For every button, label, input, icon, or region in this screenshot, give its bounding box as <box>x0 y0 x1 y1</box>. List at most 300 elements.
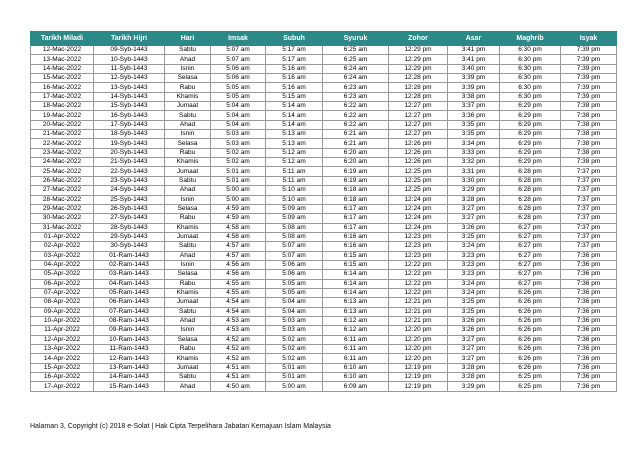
cell-subuh: 5:06 am <box>266 270 323 279</box>
cell-zohor: 12:22 pm <box>389 260 448 269</box>
cell-tarikh-hijri: 15-Ram-1443 <box>94 382 165 391</box>
cell-zohor: 12:24 pm <box>389 223 448 232</box>
cell-tarikh-hijri: 09-Ram-1443 <box>94 326 165 335</box>
cell-syuruk: 6:20 am <box>323 158 389 167</box>
table-row <box>31 64 617 73</box>
cell-asar: 3:38 pm <box>448 92 500 101</box>
page-footer: Halaman 3, Copyright (c) 2018 e-Solat | Hak Cipta Terpelihara Jabatan Kemajuan Islam Malaysia <box>30 423 331 430</box>
cell-subuh: 5:16 am <box>266 74 323 83</box>
table-row <box>31 345 617 354</box>
cell-asar: 3:40 pm <box>448 64 500 73</box>
cell-zohor: 12:27 pm <box>389 102 448 111</box>
cell-syuruk: 6:11 am <box>323 335 389 344</box>
table-row <box>31 148 617 157</box>
cell-hari: Rabu <box>165 83 211 92</box>
cell-maghrib: 6:30 pm <box>500 74 561 83</box>
cell-subuh: 5:09 am <box>266 214 323 223</box>
header-syuruk: Syuruk <box>323 32 389 46</box>
cell-tarikh-miladi: 19-Mac-2022 <box>31 111 94 120</box>
cell-hari: Rabu <box>165 345 211 354</box>
cell-asar: 3:35 pm <box>448 120 500 129</box>
prayer-times-sheet <box>30 31 616 392</box>
cell-subuh: 5:16 am <box>266 64 323 73</box>
table-row <box>31 176 617 185</box>
cell-hari: Jumaat <box>165 102 211 111</box>
cell-zohor: 12:23 pm <box>389 232 448 241</box>
cell-asar: 3:39 pm <box>448 83 500 92</box>
cell-zohor: 12:29 pm <box>389 55 448 64</box>
cell-tarikh-hijri: 30-Syb-1443 <box>94 242 165 251</box>
cell-tarikh-miladi: 27-Mac-2022 <box>31 186 94 195</box>
cell-isyak: 7:38 pm <box>561 130 617 139</box>
table-row <box>31 279 617 288</box>
cell-isyak: 7:38 pm <box>561 158 617 167</box>
cell-isyak: 7:38 pm <box>561 102 617 111</box>
cell-zohor: 12:22 pm <box>389 270 448 279</box>
cell-asar: 3:27 pm <box>448 345 500 354</box>
cell-syuruk: 6:20 am <box>323 148 389 157</box>
cell-tarikh-hijri: 10-Ram-1443 <box>94 335 165 344</box>
cell-maghrib: 6:29 pm <box>500 139 561 148</box>
header-isyak: Isyak <box>561 32 617 46</box>
cell-asar: 3:26 pm <box>448 223 500 232</box>
cell-hari: Selasa <box>165 204 211 213</box>
cell-syuruk: 6:12 am <box>323 316 389 325</box>
cell-isyak: 7:36 pm <box>561 345 617 354</box>
table-row <box>31 326 617 335</box>
cell-subuh: 5:02 am <box>266 335 323 344</box>
cell-hari: Ahad <box>165 186 211 195</box>
cell-syuruk: 6:19 am <box>323 176 389 185</box>
cell-tarikh-miladi: 09-Apr-2022 <box>31 307 94 316</box>
table-row <box>31 298 617 307</box>
cell-isyak: 7:37 pm <box>561 176 617 185</box>
cell-maghrib: 6:28 pm <box>500 204 561 213</box>
cell-zohor: 12:29 pm <box>389 64 448 73</box>
cell-subuh: 5:06 am <box>266 260 323 269</box>
prayer-times-table <box>30 31 617 392</box>
cell-imsak: 5:07 am <box>211 55 266 64</box>
cell-hari: Ahad <box>165 382 211 391</box>
cell-zohor: 12:21 pm <box>389 298 448 307</box>
table-row <box>31 92 617 101</box>
header-hari: Hari <box>165 32 211 46</box>
cell-isyak: 7:37 pm <box>561 223 617 232</box>
cell-asar: 3:29 pm <box>448 186 500 195</box>
cell-zohor: 12:20 pm <box>389 354 448 363</box>
header-tarikh-miladi: Tarikh Miladi <box>31 32 94 46</box>
cell-asar: 3:41 pm <box>448 55 500 64</box>
cell-syuruk: 6:13 am <box>323 298 389 307</box>
cell-tarikh-hijri: 08-Ram-1443 <box>94 316 165 325</box>
cell-hari: Jumaat <box>165 363 211 372</box>
cell-zohor: 12:23 pm <box>389 242 448 251</box>
table-row <box>31 83 617 92</box>
cell-hari: Isnin <box>165 195 211 204</box>
cell-zohor: 12:27 pm <box>389 130 448 139</box>
cell-tarikh-hijri: 02-Ram-1443 <box>94 260 165 269</box>
cell-tarikh-hijri: 29-Syb-1443 <box>94 232 165 241</box>
cell-maghrib: 6:29 pm <box>500 158 561 167</box>
cell-asar: 3:27 pm <box>448 354 500 363</box>
cell-asar: 3:25 pm <box>448 298 500 307</box>
table-row <box>31 55 617 64</box>
cell-maghrib: 6:26 pm <box>500 354 561 363</box>
cell-subuh: 5:00 am <box>266 382 323 391</box>
cell-subuh: 5:05 am <box>266 279 323 288</box>
cell-subuh: 5:10 am <box>266 186 323 195</box>
cell-syuruk: 6:12 am <box>323 326 389 335</box>
cell-tarikh-miladi: 16-Mac-2022 <box>31 83 94 92</box>
cell-zohor: 12:22 pm <box>389 279 448 288</box>
cell-imsak: 5:05 am <box>211 83 266 92</box>
cell-imsak: 5:04 am <box>211 102 266 111</box>
cell-isyak: 7:36 pm <box>561 270 617 279</box>
cell-imsak: 5:07 am <box>211 46 266 55</box>
cell-isyak: 7:39 pm <box>561 55 617 64</box>
cell-maghrib: 6:27 pm <box>500 242 561 251</box>
cell-imsak: 4:56 am <box>211 260 266 269</box>
cell-subuh: 5:13 am <box>266 130 323 139</box>
cell-zohor: 12:26 pm <box>389 158 448 167</box>
table-row <box>31 363 617 372</box>
cell-syuruk: 6:10 am <box>323 363 389 372</box>
cell-zohor: 12:24 pm <box>389 204 448 213</box>
cell-tarikh-miladi: 25-Mac-2022 <box>31 167 94 176</box>
cell-maghrib: 6:29 pm <box>500 130 561 139</box>
cell-hari: Selasa <box>165 335 211 344</box>
cell-imsak: 4:58 am <box>211 232 266 241</box>
cell-subuh: 5:07 am <box>266 251 323 260</box>
cell-imsak: 4:51 am <box>211 363 266 372</box>
cell-asar: 3:36 pm <box>448 111 500 120</box>
cell-zohor: 12:28 pm <box>389 74 448 83</box>
cell-tarikh-hijri: 11-Syb-1443 <box>94 64 165 73</box>
cell-asar: 3:28 pm <box>448 363 500 372</box>
cell-hari: Khamis <box>165 158 211 167</box>
cell-syuruk: 6:16 am <box>323 232 389 241</box>
cell-syuruk: 6:23 am <box>323 83 389 92</box>
table-row <box>31 46 617 55</box>
cell-syuruk: 6:21 am <box>323 139 389 148</box>
table-row <box>31 316 617 325</box>
table-row <box>31 186 617 195</box>
cell-maghrib: 6:27 pm <box>500 279 561 288</box>
cell-maghrib: 6:28 pm <box>500 195 561 204</box>
cell-tarikh-miladi: 31-Mac-2022 <box>31 223 94 232</box>
cell-subuh: 5:17 am <box>266 55 323 64</box>
cell-syuruk: 6:09 am <box>323 382 389 391</box>
cell-tarikh-miladi: 17-Apr-2022 <box>31 382 94 391</box>
cell-imsak: 5:04 am <box>211 120 266 129</box>
cell-isyak: 7:36 pm <box>561 363 617 372</box>
cell-subuh: 5:15 am <box>266 92 323 101</box>
cell-syuruk: 6:24 am <box>323 74 389 83</box>
table-row <box>31 223 617 232</box>
cell-asar: 3:29 pm <box>448 382 500 391</box>
cell-maghrib: 6:29 pm <box>500 120 561 129</box>
cell-tarikh-miladi: 13-Mac-2022 <box>31 55 94 64</box>
cell-subuh: 5:03 am <box>266 316 323 325</box>
cell-subuh: 5:11 am <box>266 176 323 185</box>
table-row <box>31 204 617 213</box>
cell-syuruk: 6:24 am <box>323 64 389 73</box>
cell-tarikh-hijri: 28-Syb-1443 <box>94 223 165 232</box>
cell-tarikh-miladi: 08-Apr-2022 <box>31 298 94 307</box>
cell-hari: Sabtu <box>165 373 211 382</box>
table-row <box>31 139 617 148</box>
cell-syuruk: 6:14 am <box>323 270 389 279</box>
cell-imsak: 5:06 am <box>211 64 266 73</box>
cell-tarikh-miladi: 29-Mac-2022 <box>31 204 94 213</box>
table-row <box>31 111 617 120</box>
cell-asar: 3:35 pm <box>448 130 500 139</box>
cell-zohor: 12:19 pm <box>389 373 448 382</box>
cell-subuh: 5:01 am <box>266 373 323 382</box>
cell-hari: Selasa <box>165 270 211 279</box>
cell-tarikh-hijri: 23-Syb-1443 <box>94 176 165 185</box>
cell-tarikh-miladi: 13-Apr-2022 <box>31 345 94 354</box>
cell-zohor: 12:23 pm <box>389 251 448 260</box>
cell-isyak: 7:39 pm <box>561 83 617 92</box>
header-tarikh-hijri: Tarikh Hijri <box>94 32 165 46</box>
cell-hari: Sabtu <box>165 46 211 55</box>
cell-asar: 3:25 pm <box>448 307 500 316</box>
cell-isyak: 7:37 pm <box>561 186 617 195</box>
cell-maghrib: 6:26 pm <box>500 288 561 297</box>
cell-tarikh-hijri: 21-Syb-1443 <box>94 158 165 167</box>
cell-isyak: 7:37 pm <box>561 232 617 241</box>
cell-maghrib: 6:28 pm <box>500 186 561 195</box>
table-row <box>31 232 617 241</box>
cell-imsak: 4:54 am <box>211 307 266 316</box>
table-row <box>31 251 617 260</box>
cell-tarikh-miladi: 23-Mac-2022 <box>31 148 94 157</box>
cell-syuruk: 6:10 am <box>323 373 389 382</box>
cell-tarikh-hijri: 18-Syb-1443 <box>94 130 165 139</box>
cell-maghrib: 6:27 pm <box>500 232 561 241</box>
cell-imsak: 4:57 am <box>211 251 266 260</box>
cell-asar: 3:23 pm <box>448 260 500 269</box>
cell-hari: Selasa <box>165 139 211 148</box>
cell-zohor: 12:19 pm <box>389 382 448 391</box>
table-row <box>31 130 617 139</box>
cell-tarikh-miladi: 18-Mac-2022 <box>31 102 94 111</box>
cell-asar: 3:37 pm <box>448 102 500 111</box>
cell-asar: 3:26 pm <box>448 326 500 335</box>
cell-tarikh-hijri: 03-Ram-1443 <box>94 270 165 279</box>
cell-isyak: 7:36 pm <box>561 251 617 260</box>
cell-hari: Sabtu <box>165 111 211 120</box>
cell-imsak: 4:52 am <box>211 335 266 344</box>
cell-hari: Isnin <box>165 260 211 269</box>
cell-zohor: 12:24 pm <box>389 214 448 223</box>
cell-tarikh-miladi: 14-Mac-2022 <box>31 64 94 73</box>
cell-imsak: 4:55 am <box>211 288 266 297</box>
cell-zohor: 12:25 pm <box>389 167 448 176</box>
cell-hari: Ahad <box>165 55 211 64</box>
cell-maghrib: 6:25 pm <box>500 382 561 391</box>
table-row <box>31 270 617 279</box>
table-header-row <box>31 32 617 46</box>
cell-asar: 3:23 pm <box>448 270 500 279</box>
cell-hari: Jumaat <box>165 167 211 176</box>
cell-isyak: 7:37 pm <box>561 204 617 213</box>
cell-tarikh-hijri: 26-Syb-1443 <box>94 204 165 213</box>
table-row <box>31 307 617 316</box>
cell-syuruk: 6:15 am <box>323 260 389 269</box>
cell-imsak: 5:03 am <box>211 130 266 139</box>
table-row <box>31 354 617 363</box>
cell-isyak: 7:38 pm <box>561 120 617 129</box>
cell-tarikh-miladi: 30-Mac-2022 <box>31 214 94 223</box>
cell-imsak: 5:01 am <box>211 167 266 176</box>
cell-asar: 3:24 pm <box>448 279 500 288</box>
cell-isyak: 7:36 pm <box>561 382 617 391</box>
cell-zohor: 12:22 pm <box>389 288 448 297</box>
cell-zohor: 12:21 pm <box>389 316 448 325</box>
cell-tarikh-miladi: 06-Apr-2022 <box>31 279 94 288</box>
cell-hari: Ahad <box>165 316 211 325</box>
cell-asar: 3:24 pm <box>448 288 500 297</box>
cell-hari: Rabu <box>165 148 211 157</box>
header-maghrib: Maghrib <box>500 32 561 46</box>
cell-isyak: 7:36 pm <box>561 316 617 325</box>
cell-subuh: 5:08 am <box>266 223 323 232</box>
cell-maghrib: 6:26 pm <box>500 345 561 354</box>
cell-subuh: 5:05 am <box>266 288 323 297</box>
cell-imsak: 5:03 am <box>211 139 266 148</box>
cell-zohor: 12:20 pm <box>389 335 448 344</box>
cell-maghrib: 6:30 pm <box>500 92 561 101</box>
cell-hari: Rabu <box>165 214 211 223</box>
table-row <box>31 242 617 251</box>
cell-imsak: 4:53 am <box>211 316 266 325</box>
cell-tarikh-miladi: 15-Mac-2022 <box>31 74 94 83</box>
cell-asar: 3:27 pm <box>448 335 500 344</box>
cell-maghrib: 6:26 pm <box>500 298 561 307</box>
table-row <box>31 260 617 269</box>
cell-tarikh-miladi: 11-Apr-2022 <box>31 326 94 335</box>
table-row <box>31 195 617 204</box>
cell-syuruk: 6:13 am <box>323 307 389 316</box>
cell-syuruk: 6:17 am <box>323 223 389 232</box>
cell-hari: Khamis <box>165 354 211 363</box>
cell-isyak: 7:36 pm <box>561 260 617 269</box>
cell-syuruk: 6:17 am <box>323 214 389 223</box>
table-row <box>31 335 617 344</box>
cell-asar: 3:26 pm <box>448 316 500 325</box>
cell-syuruk: 6:11 am <box>323 345 389 354</box>
cell-subuh: 5:12 am <box>266 158 323 167</box>
cell-tarikh-hijri: 12-Syb-1443 <box>94 74 165 83</box>
cell-isyak: 7:36 pm <box>561 307 617 316</box>
cell-imsak: 4:50 am <box>211 382 266 391</box>
cell-zohor: 12:26 pm <box>389 148 448 157</box>
cell-tarikh-hijri: 13-Ram-1443 <box>94 363 165 372</box>
cell-maghrib: 6:28 pm <box>500 176 561 185</box>
cell-zohor: 12:25 pm <box>389 186 448 195</box>
cell-hari: Sabtu <box>165 242 211 251</box>
cell-maghrib: 6:26 pm <box>500 307 561 316</box>
cell-subuh: 5:04 am <box>266 298 323 307</box>
cell-tarikh-miladi: 04-Apr-2022 <box>31 260 94 269</box>
cell-zohor: 12:24 pm <box>389 195 448 204</box>
cell-asar: 3:39 pm <box>448 74 500 83</box>
cell-tarikh-hijri: 11-Ram-1443 <box>94 345 165 354</box>
cell-tarikh-miladi: 20-Mac-2022 <box>31 120 94 129</box>
cell-imsak: 5:00 am <box>211 186 266 195</box>
cell-subuh: 5:04 am <box>266 307 323 316</box>
cell-subuh: 5:12 am <box>266 148 323 157</box>
cell-isyak: 7:37 pm <box>561 214 617 223</box>
table-row <box>31 74 617 83</box>
cell-imsak: 4:55 am <box>211 279 266 288</box>
cell-syuruk: 6:22 am <box>323 120 389 129</box>
cell-subuh: 5:14 am <box>266 111 323 120</box>
cell-zohor: 12:25 pm <box>389 176 448 185</box>
cell-asar: 3:28 pm <box>448 373 500 382</box>
cell-zohor: 12:20 pm <box>389 345 448 354</box>
cell-tarikh-miladi: 12-Mac-2022 <box>31 46 94 55</box>
cell-tarikh-hijri: 13-Syb-1443 <box>94 83 165 92</box>
cell-subuh: 5:14 am <box>266 120 323 129</box>
cell-zohor: 12:26 pm <box>389 139 448 148</box>
cell-subuh: 5:09 am <box>266 204 323 213</box>
cell-maghrib: 6:28 pm <box>500 167 561 176</box>
cell-tarikh-miladi: 10-Apr-2022 <box>31 316 94 325</box>
cell-maghrib: 6:29 pm <box>500 148 561 157</box>
cell-tarikh-miladi: 26-Mac-2022 <box>31 176 94 185</box>
cell-isyak: 7:36 pm <box>561 373 617 382</box>
cell-syuruk: 6:14 am <box>323 279 389 288</box>
cell-hari: Selasa <box>165 74 211 83</box>
cell-subuh: 5:02 am <box>266 354 323 363</box>
cell-imsak: 4:59 am <box>211 204 266 213</box>
table-row <box>31 382 617 391</box>
cell-maghrib: 6:27 pm <box>500 223 561 232</box>
header-subuh: Subuh <box>266 32 323 46</box>
cell-syuruk: 6:16 am <box>323 242 389 251</box>
header-zohor: Zohor <box>389 32 448 46</box>
cell-asar: 3:25 pm <box>448 232 500 241</box>
cell-syuruk: 6:25 am <box>323 55 389 64</box>
cell-asar: 3:31 pm <box>448 167 500 176</box>
cell-isyak: 7:37 pm <box>561 167 617 176</box>
table-row <box>31 158 617 167</box>
cell-maghrib: 6:26 pm <box>500 335 561 344</box>
cell-tarikh-hijri: 22-Syb-1443 <box>94 167 165 176</box>
table-row <box>31 102 617 111</box>
cell-syuruk: 6:22 am <box>323 102 389 111</box>
cell-isyak: 7:36 pm <box>561 335 617 344</box>
cell-maghrib: 6:26 pm <box>500 326 561 335</box>
cell-imsak: 5:06 am <box>211 74 266 83</box>
cell-syuruk: 6:22 am <box>323 111 389 120</box>
cell-imsak: 4:51 am <box>211 373 266 382</box>
cell-asar: 3:27 pm <box>448 214 500 223</box>
cell-isyak: 7:36 pm <box>561 279 617 288</box>
cell-isyak: 7:36 pm <box>561 354 617 363</box>
cell-tarikh-hijri: 05-Ram-1443 <box>94 288 165 297</box>
cell-isyak: 7:39 pm <box>561 92 617 101</box>
cell-hari: Sabtu <box>165 307 211 316</box>
cell-syuruk: 6:23 am <box>323 92 389 101</box>
cell-imsak: 4:53 am <box>211 326 266 335</box>
cell-tarikh-hijri: 14-Ram-1443 <box>94 373 165 382</box>
cell-tarikh-miladi: 21-Mac-2022 <box>31 130 94 139</box>
cell-hari: Jumaat <box>165 232 211 241</box>
